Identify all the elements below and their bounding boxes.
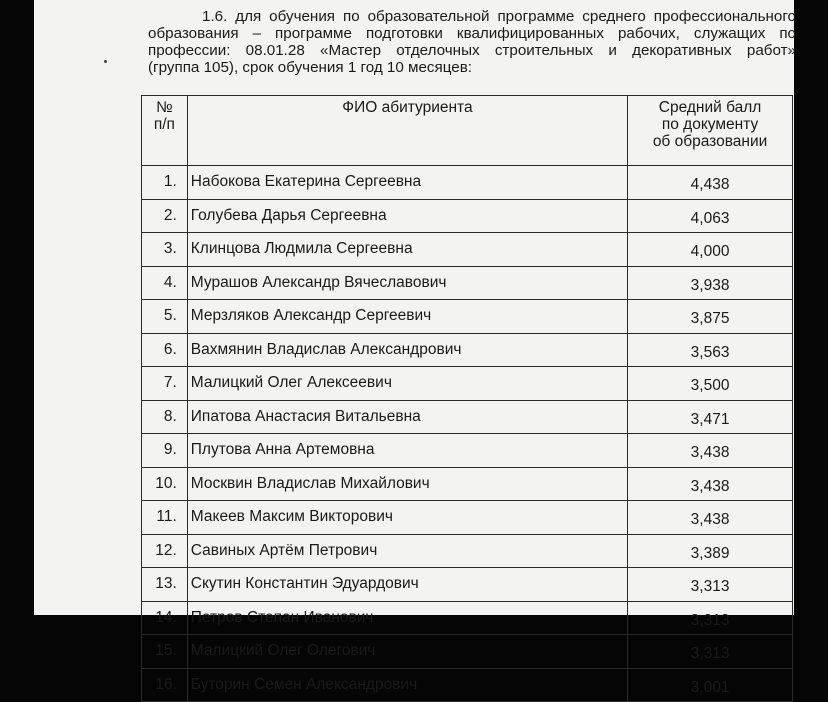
- document-page: [34, 0, 796, 696]
- row-number: 5.: [142, 300, 188, 334]
- header-score-line: Средний балл: [658, 99, 762, 116]
- row-number: 15.: [142, 635, 188, 669]
- row-number: 3.: [142, 233, 188, 267]
- header-number-line: п/п: [153, 116, 175, 133]
- row-number: 2.: [142, 199, 188, 233]
- table-row: [142, 166, 793, 200]
- table-row: [142, 434, 793, 468]
- applicant-name: Скутин Константин Эдуардович: [187, 568, 627, 602]
- average-score: 3,313: [628, 635, 793, 669]
- row-number: 4.: [142, 266, 188, 300]
- average-score: 3,438: [628, 501, 793, 535]
- applicant-name: Савиных Артём Петрович: [187, 534, 627, 568]
- applicant-name: Вахмянин Владислав Александрович: [187, 333, 627, 367]
- row-number: 10.: [142, 467, 188, 501]
- applicant-name: Голубева Дарья Сергеевна: [187, 199, 627, 233]
- scan-speck: [104, 60, 107, 63]
- intro-line: (группа 105), срок обучения 1 год 10 месяцев:: [148, 59, 472, 76]
- average-score: 4,438: [628, 166, 793, 200]
- average-score: 3,438: [628, 434, 793, 468]
- row-number: 11.: [142, 501, 188, 535]
- header-score-line: по документу: [661, 116, 759, 133]
- row-number: 8.: [142, 400, 188, 434]
- average-score: 3,471: [628, 400, 793, 434]
- intro-paragraph: [148, 8, 796, 76]
- applicant-name: Мерзляков Александр Сергеевич: [187, 300, 627, 334]
- row-number: 1.: [142, 166, 188, 200]
- table-row: [142, 467, 793, 501]
- applicant-name: Ипатова Анастасия Витальевна: [187, 400, 627, 434]
- intro-line: образования – программе подготовки квалифицированных рабочих, служащих по: [148, 25, 796, 42]
- table-row: [142, 501, 793, 535]
- average-score: 3,313: [628, 601, 793, 635]
- table-row: [142, 568, 793, 602]
- average-score: 4,000: [628, 233, 793, 267]
- applicants-table: [141, 95, 793, 702]
- header-score: [628, 96, 793, 166]
- applicant-name: Буторин Семен Александрович: [187, 668, 627, 702]
- table-row: [142, 199, 793, 233]
- table-header-row: [142, 96, 793, 166]
- row-number: 6.: [142, 333, 188, 367]
- applicant-name: Макеев Максим Викторович: [187, 501, 627, 535]
- row-number: 16.: [142, 668, 188, 702]
- applicant-name: Набокова Екатерина Сергеевна: [187, 166, 627, 200]
- average-score: 3,500: [628, 367, 793, 401]
- table-row: [142, 668, 793, 702]
- row-number: 12.: [142, 534, 188, 568]
- applicant-name: Малицкий Олег Алексеевич: [187, 367, 627, 401]
- table-row: [142, 233, 793, 267]
- applicant-name: Клинцова Людмила Сергеевна: [187, 233, 627, 267]
- intro-line: профессии: 08.01.28 «Мастер отделочных строительных и декоративных работ»: [148, 42, 796, 59]
- table-row: [142, 400, 793, 434]
- average-score: 4,063: [628, 199, 793, 233]
- applicant-name: Москвин Владислав Михайлович: [187, 467, 627, 501]
- table-row: [142, 534, 793, 568]
- average-score: 3,875: [628, 300, 793, 334]
- table-row: [142, 266, 793, 300]
- average-score: 3,313: [628, 568, 793, 602]
- average-score: 3,438: [628, 467, 793, 501]
- average-score: 3,938: [628, 266, 793, 300]
- average-score: 3,389: [628, 534, 793, 568]
- table-row: [142, 367, 793, 401]
- table-row: [142, 635, 793, 669]
- table-row: [142, 300, 793, 334]
- average-score: 3,001: [628, 668, 793, 702]
- intro-line: 1.6. для обучения по образовательной программе среднего профессионального: [202, 8, 796, 25]
- applicant-name: Малицкий Олег Олегович: [187, 635, 627, 669]
- applicant-name: Петров Степан Иванович: [187, 601, 627, 635]
- header-number: [142, 96, 188, 166]
- table-row: [142, 333, 793, 367]
- average-score: 3,563: [628, 333, 793, 367]
- row-number: 13.: [142, 568, 188, 602]
- header-number-line: №: [156, 99, 173, 116]
- header-score-line: об образовании: [652, 133, 768, 150]
- applicant-name: Плутова Анна Артемовна: [187, 434, 627, 468]
- row-number: 14.: [142, 601, 188, 635]
- header-name: ФИО абитуриента: [187, 96, 627, 166]
- applicant-name: Мурашов Александр Вячеславович: [187, 266, 627, 300]
- table-row: [142, 601, 793, 635]
- row-number: 9.: [142, 434, 188, 468]
- row-number: 7.: [142, 367, 188, 401]
